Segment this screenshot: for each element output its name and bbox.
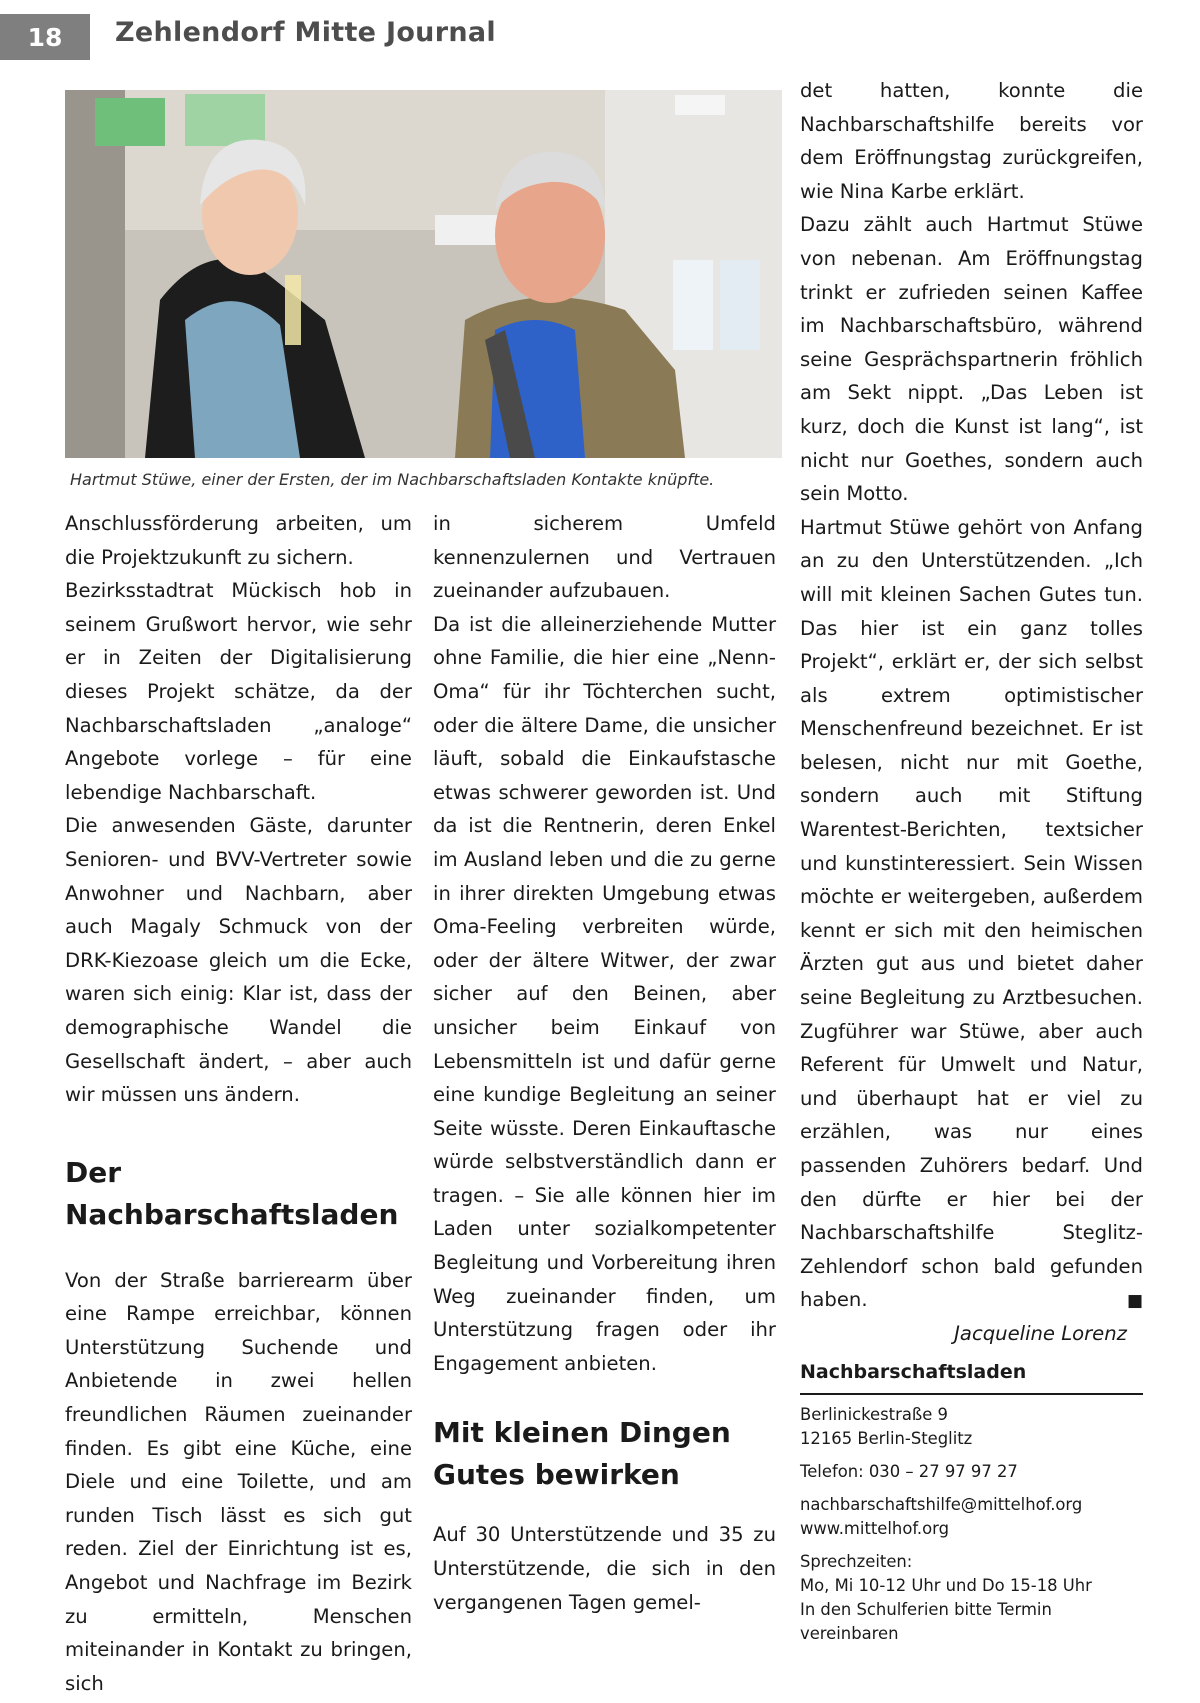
- paragraph: [800, 511, 1143, 1317]
- paragraph: Da ist die alleinerziehende Mutter ohne Familie, die hier eine „Nenn-Oma“ für ihr Töchterchen sucht, oder die ältere Dame, die unsicher läuft, sobald die Einkaufstasche etwas schwerer geworden ist. Und da ist die Rentnerin, deren Enkel im Ausland leben und die zu gerne in ihrer direkten Umgebung etwas Oma-Feeling verbreiten würde, oder der ältere Witwer, der zwar sicher auf den Beinen, aber unsicher beim Einkauf von Lebensmitteln ist und dafür gerne eine kundige Begleitung an seiner Seite wüsste. Deren Einkauftasche würde selbstverständlich dann er tragen. – Sie alle können hier im Laden unter sozialkompetenter Begleitung und Vorbereitung ihren Weg zueinander finden, um Unterstützung fragen oder ihr Engagement anbieten.: [433, 612, 776, 1375]
- paragraph-text: Hartmut Stüwe gehört von Anfang an zu den Unterstützenden. „Ich will mit kleinen Sachen Gutes tun. Das hier ist ein ganz tolles Projekt“, erklärt er, der sich selbst als extrem optimistischer Menschenfreund bezeichnet. Er ist belesen, nicht nur mit Goethe, sondern auch mit Stiftung Warentest-Berichten, textsicher und kunstinteressiert. Sein Wissen möchte er weitergeben, außerdem kennt er sich mit den heimischen Ärzten gut aus und bietet daher seine Begleitung zu Arztbesuchen. Zugführer war Stüwe, aber auch Referent für Umwelt und Natur, und überhaupt hat er viel zu erzählen, was nur eines passenden Zuhörers bedarf. Und den dürfte er hier bei der Nachbarschaftshilfe Steglitz-Zehlendorf schon bald gefunden haben.: [800, 515, 1143, 1312]
- infobox-hours: Mo, Mi 10-12 Uhr und Do 15-18 Uhr: [800, 1575, 1092, 1595]
- infobox-phone: Telefon: 030 – 27 97 97 27: [800, 1461, 1018, 1481]
- column-2: [433, 507, 776, 1619]
- end-mark-icon: ■: [1126, 1291, 1143, 1312]
- column-1: [65, 507, 412, 1700]
- paragraph: Bezirksstadtrat Mückisch hob in seinem Grußwort hervor, wie sehr er in Zeiten der Digitalisierung dieses Projekt schätze, da der Nachbarschaftsladen „analoge“ Angebote vorlege – für eine lebendige Nachbarschaft.: [65, 579, 412, 804]
- infobox-holiday-note: In den Schulferien bitte Termin: [800, 1599, 1052, 1619]
- author-signature: Jacqueline Lorenz: [954, 1321, 1127, 1345]
- paragraph: Von der Straße barrierearm über eine Rampe erreichbar, können Unterstützung Suchende und Anbietende in zwei hellen freundlichen Räumen zueinander finden. Es gibt eine Küche, eine Diele und eine Toilette, und am runden Tisch lässt es sich gut reden. Ziel der Einrichtung ist es, Angebot und Nachfrage im Bezirk zu ermitteln, Menschen miteinander in Kontakt zu bringen, sich: [65, 1268, 412, 1695]
- infobox-hours-label: Sprechzeiten:: [800, 1551, 913, 1571]
- article-photo: [65, 90, 782, 458]
- paragraph: Die anwesenden Gäste, darunter Senioren- und BVV-Vertreter sowie Anwohner und Nachbarn, aber auch Magaly Schmuck von der DRK-Kiezoase gleich um die Ecke, waren sich einig: Klar ist, dass der demographische Wandel die Gesellschaft ändert, – aber auch wir müssen uns ändern.: [65, 814, 412, 1107]
- photo-caption: Hartmut Stüwe, einer der Ersten, der im Nachbarschaftsladen Kontakte knüpfte.: [70, 470, 715, 489]
- infobox-web[interactable]: www.mittelhof.org: [800, 1518, 950, 1538]
- section-heading: Mit kleinen Dingen Gutes bewirken: [433, 1416, 731, 1492]
- page-header: [0, 0, 1200, 70]
- paragraph: Anschlussförderung arbeiten, um die Projektzukunft zu sichern.: [65, 512, 412, 569]
- paragraph: det hatten, konnte die Nachbarschaftshilfe bereits vor dem Eröffnungstag zurückgreifen, wie Nina Karbe erklärt.: [800, 79, 1143, 203]
- column-3: [800, 74, 1143, 1646]
- infobox: [800, 1403, 1143, 1646]
- infobox-city: 12165 Berlin-Steglitz: [800, 1428, 973, 1448]
- paragraph: Dazu zählt auch Hartmut Stüwe von nebenan. Am Eröffnungstag trinkt er zufrieden seinen Kaffee im Nachbarschaftsbüro, während seine Gesprächspartnerin fröhlich am Sekt nippt. „Das Leben ist kurz, doch die Kunst ist lang“, ist nicht nur Goethes, sondern auch sein Motto.: [800, 213, 1143, 506]
- infobox-email[interactable]: nachbarschaftshilfe@mittelhof.org: [800, 1494, 1083, 1514]
- paragraph: Auf 30 Unterstützende und 35 zu Unterstützende, die sich in den vergangenen Tagen gemel-: [433, 1523, 776, 1614]
- paragraph: in sicherem Umfeld kennenzulernen und Vertrauen zueinander aufzubauen.: [433, 512, 776, 603]
- infobox-title: Nachbarschaftsladen: [800, 1361, 1143, 1395]
- photo-illustration: [65, 90, 782, 458]
- page-number: 18: [0, 14, 90, 60]
- journal-title: Zehlendorf Mitte Journal: [115, 17, 496, 48]
- infobox-street: Berlinickestraße 9: [800, 1404, 948, 1424]
- infobox-holiday-note: vereinbaren: [800, 1623, 899, 1643]
- section-heading: Der Nachbarschaftsladen: [65, 1155, 399, 1231]
